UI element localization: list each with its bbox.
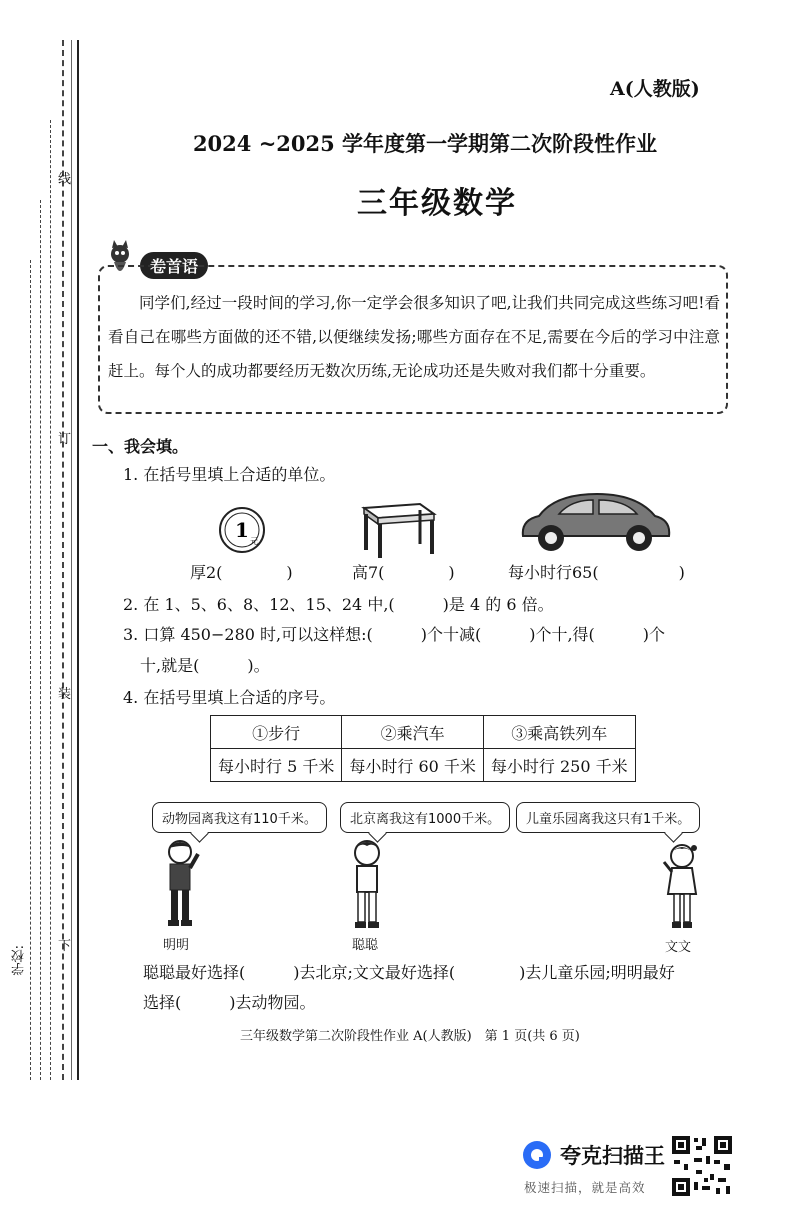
binding-dashed-line (40, 200, 41, 1080)
stool-image (358, 500, 438, 560)
intro-text: 同学们,经过一段时间的学习,你一定学会很多知识了吧,让我们共同完成这些练习吧!看看自己在哪些方面做的还不错,以便继续发扬;哪些方面存在不足,需要在今后的学习中注意赶上。每个人的成功都要经历无数次历练,无论成功还是失败对我们都十分重要。 (108, 294, 720, 380)
section-title: 一、我会填。 (92, 437, 189, 456)
question-1: 1. 在括号里填上合适的单位。 (123, 465, 336, 484)
caption-speed: 每小时行65( ) (508, 563, 685, 582)
table-cell-mode: ③乘高铁列车 (483, 716, 635, 749)
subject-title: 三年级数学 (357, 186, 517, 221)
qr-code-image[interactable] (670, 1134, 734, 1198)
table-cell-speed: 每小时行 60 千米 (342, 749, 484, 782)
question-4-answer-line-2: 选择( )去动物园。 (143, 993, 316, 1012)
table-cell-speed: 每小时行 250 千米 (483, 749, 635, 782)
scanner-brand-slogan: 极速扫描，就是高效 (524, 1180, 646, 1195)
edition-label: A(人教版) (610, 78, 700, 100)
margin-label-xia: 下 (58, 939, 72, 954)
table-row (211, 716, 636, 749)
margin-label-zhuang: 装 (58, 687, 72, 702)
margin-label-ding: 订 (58, 432, 72, 447)
kid-mingming-image (160, 838, 204, 930)
table-cell-speed: 每小时行 5 千米 (211, 749, 342, 782)
question-4-answer-line-1: 聪聪最好选择( )去北京;文文最好选择( )去儿童乐园;明明最好 (143, 963, 675, 982)
binding-dashed-line (50, 120, 51, 1080)
speech-bubble-mingming: 动物园离我这有110千米。 (152, 802, 327, 833)
exam-title: 2024 ~2025 学年度第一学期第二次阶段性作业 (192, 131, 658, 156)
kid-wenwen-image (660, 842, 704, 934)
name-congcong: 聪聪 (352, 938, 379, 953)
question-4: 4. 在括号里填上合适的序号。 (123, 688, 336, 707)
name-mingming: 明明 (163, 938, 190, 953)
car-image (515, 490, 675, 555)
scanner-brand-name: 夸克扫描王 (560, 1144, 665, 1168)
coin-unit: 元 (250, 537, 258, 546)
caption-height: 高7( ) (352, 563, 455, 582)
binding-dashed-line (30, 260, 31, 1080)
name-wenwen: 文文 (665, 940, 692, 955)
question-3-line-2: 十,就是( )。 (140, 656, 270, 675)
coin-value: 1 (235, 518, 249, 542)
intro-badge: 卷首语 (140, 252, 208, 279)
scanner-logo-icon (522, 1140, 552, 1170)
school-field-label: 学校: (12, 945, 27, 976)
speech-bubble-wenwen: 儿童乐园离我这只有1千米。 (516, 802, 700, 833)
page-footer: 三年级数学第二次阶段性作业 A(人教版) 第 1 页(共 6 页) (240, 1029, 580, 1044)
question-2: 2. 在 1、5、6、8、12、15、24 中,( )是 4 的 6 倍。 (123, 595, 554, 614)
table-row (211, 749, 636, 782)
coin-image (218, 506, 266, 554)
table-cell-mode: ①步行 (211, 716, 342, 749)
margin-label-xian: 线 (58, 172, 72, 187)
caption-thickness: 厚2( ) (190, 563, 293, 582)
transport-speed-table (210, 715, 636, 782)
kid-congcong-image (345, 838, 389, 930)
question-3-line-1: 3. 口算 450−280 时,可以这样想:( )个十减( )个十,得( )个 (123, 625, 666, 644)
table-cell-mode: ②乘汽车 (342, 716, 484, 749)
speech-bubble-congcong: 北京离我这有1000千米。 (340, 802, 510, 833)
